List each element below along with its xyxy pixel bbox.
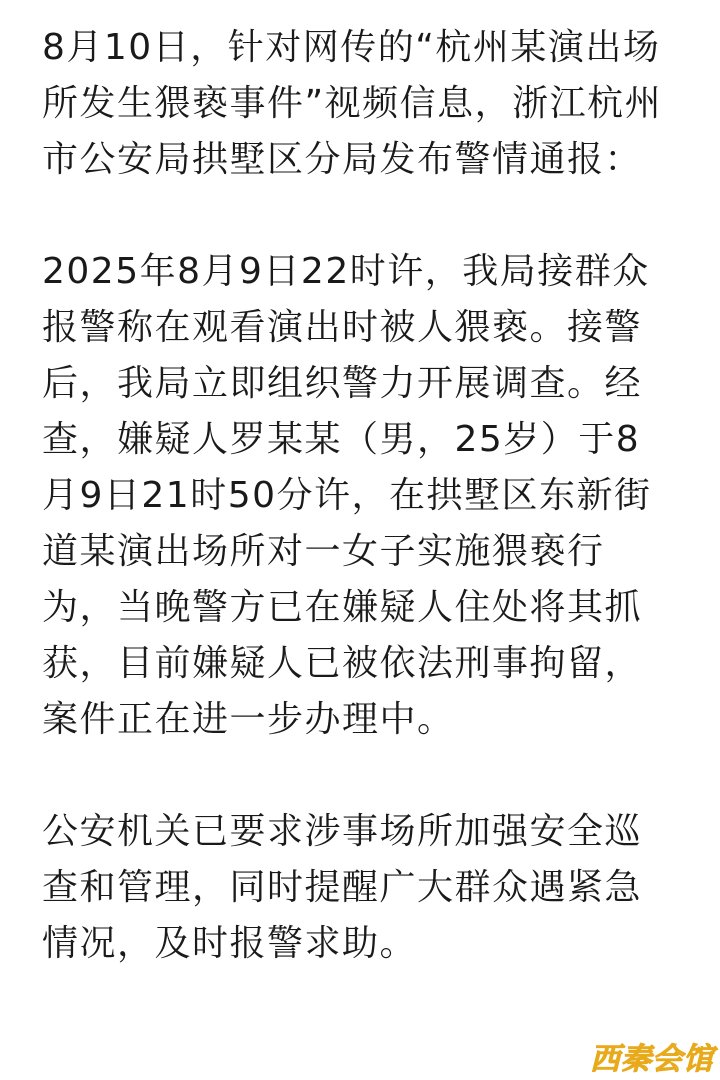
text-line: 案件正在进一步办理中。 bbox=[42, 699, 455, 740]
text-line: 2025年8月9日22时许，我局接群众 bbox=[42, 251, 650, 292]
paragraph-intro bbox=[42, 20, 682, 188]
text-line: 报警称在观看演出时被人猥亵。接警 bbox=[42, 307, 643, 348]
paragraph-report bbox=[42, 244, 682, 748]
text-line: 公安机关已要求涉事场所加强安全巡 bbox=[42, 811, 643, 852]
watermark-logo: 西秦会馆 bbox=[590, 1042, 714, 1077]
paragraph-spacer bbox=[42, 188, 682, 244]
text-line: 为，当晚警方已在嫌疑人住处将其抓 bbox=[42, 587, 643, 628]
text-line: 查，嫌疑人罗某某（男，25岁）于8 bbox=[42, 419, 641, 460]
text-line: 所发生猥亵事件”视频信息，浙江杭州 bbox=[42, 83, 663, 124]
text-line: 市公安局拱墅区分局发布警情通报： bbox=[42, 139, 643, 180]
text-line: 月9日21时50分许，在拱墅区东新街 bbox=[42, 475, 652, 516]
text-line: 查和管理，同时提醒广大群众遇紧急 bbox=[42, 867, 643, 908]
text-line: 获，目前嫌疑人已被依法刑事拘留， bbox=[42, 643, 643, 684]
text-line: 道某演出场所对一女子实施猥亵行 bbox=[42, 531, 605, 572]
article-body bbox=[42, 20, 682, 972]
text-line: 8月10日，针对网传的“杭州某演出场 bbox=[42, 27, 661, 68]
paragraph-spacer bbox=[42, 748, 682, 804]
text-line: 后，我局立即组织警力开展调查。经 bbox=[42, 363, 643, 404]
text-line: 情况，及时报警求助。 bbox=[42, 923, 418, 964]
paragraph-reminder bbox=[42, 804, 682, 972]
